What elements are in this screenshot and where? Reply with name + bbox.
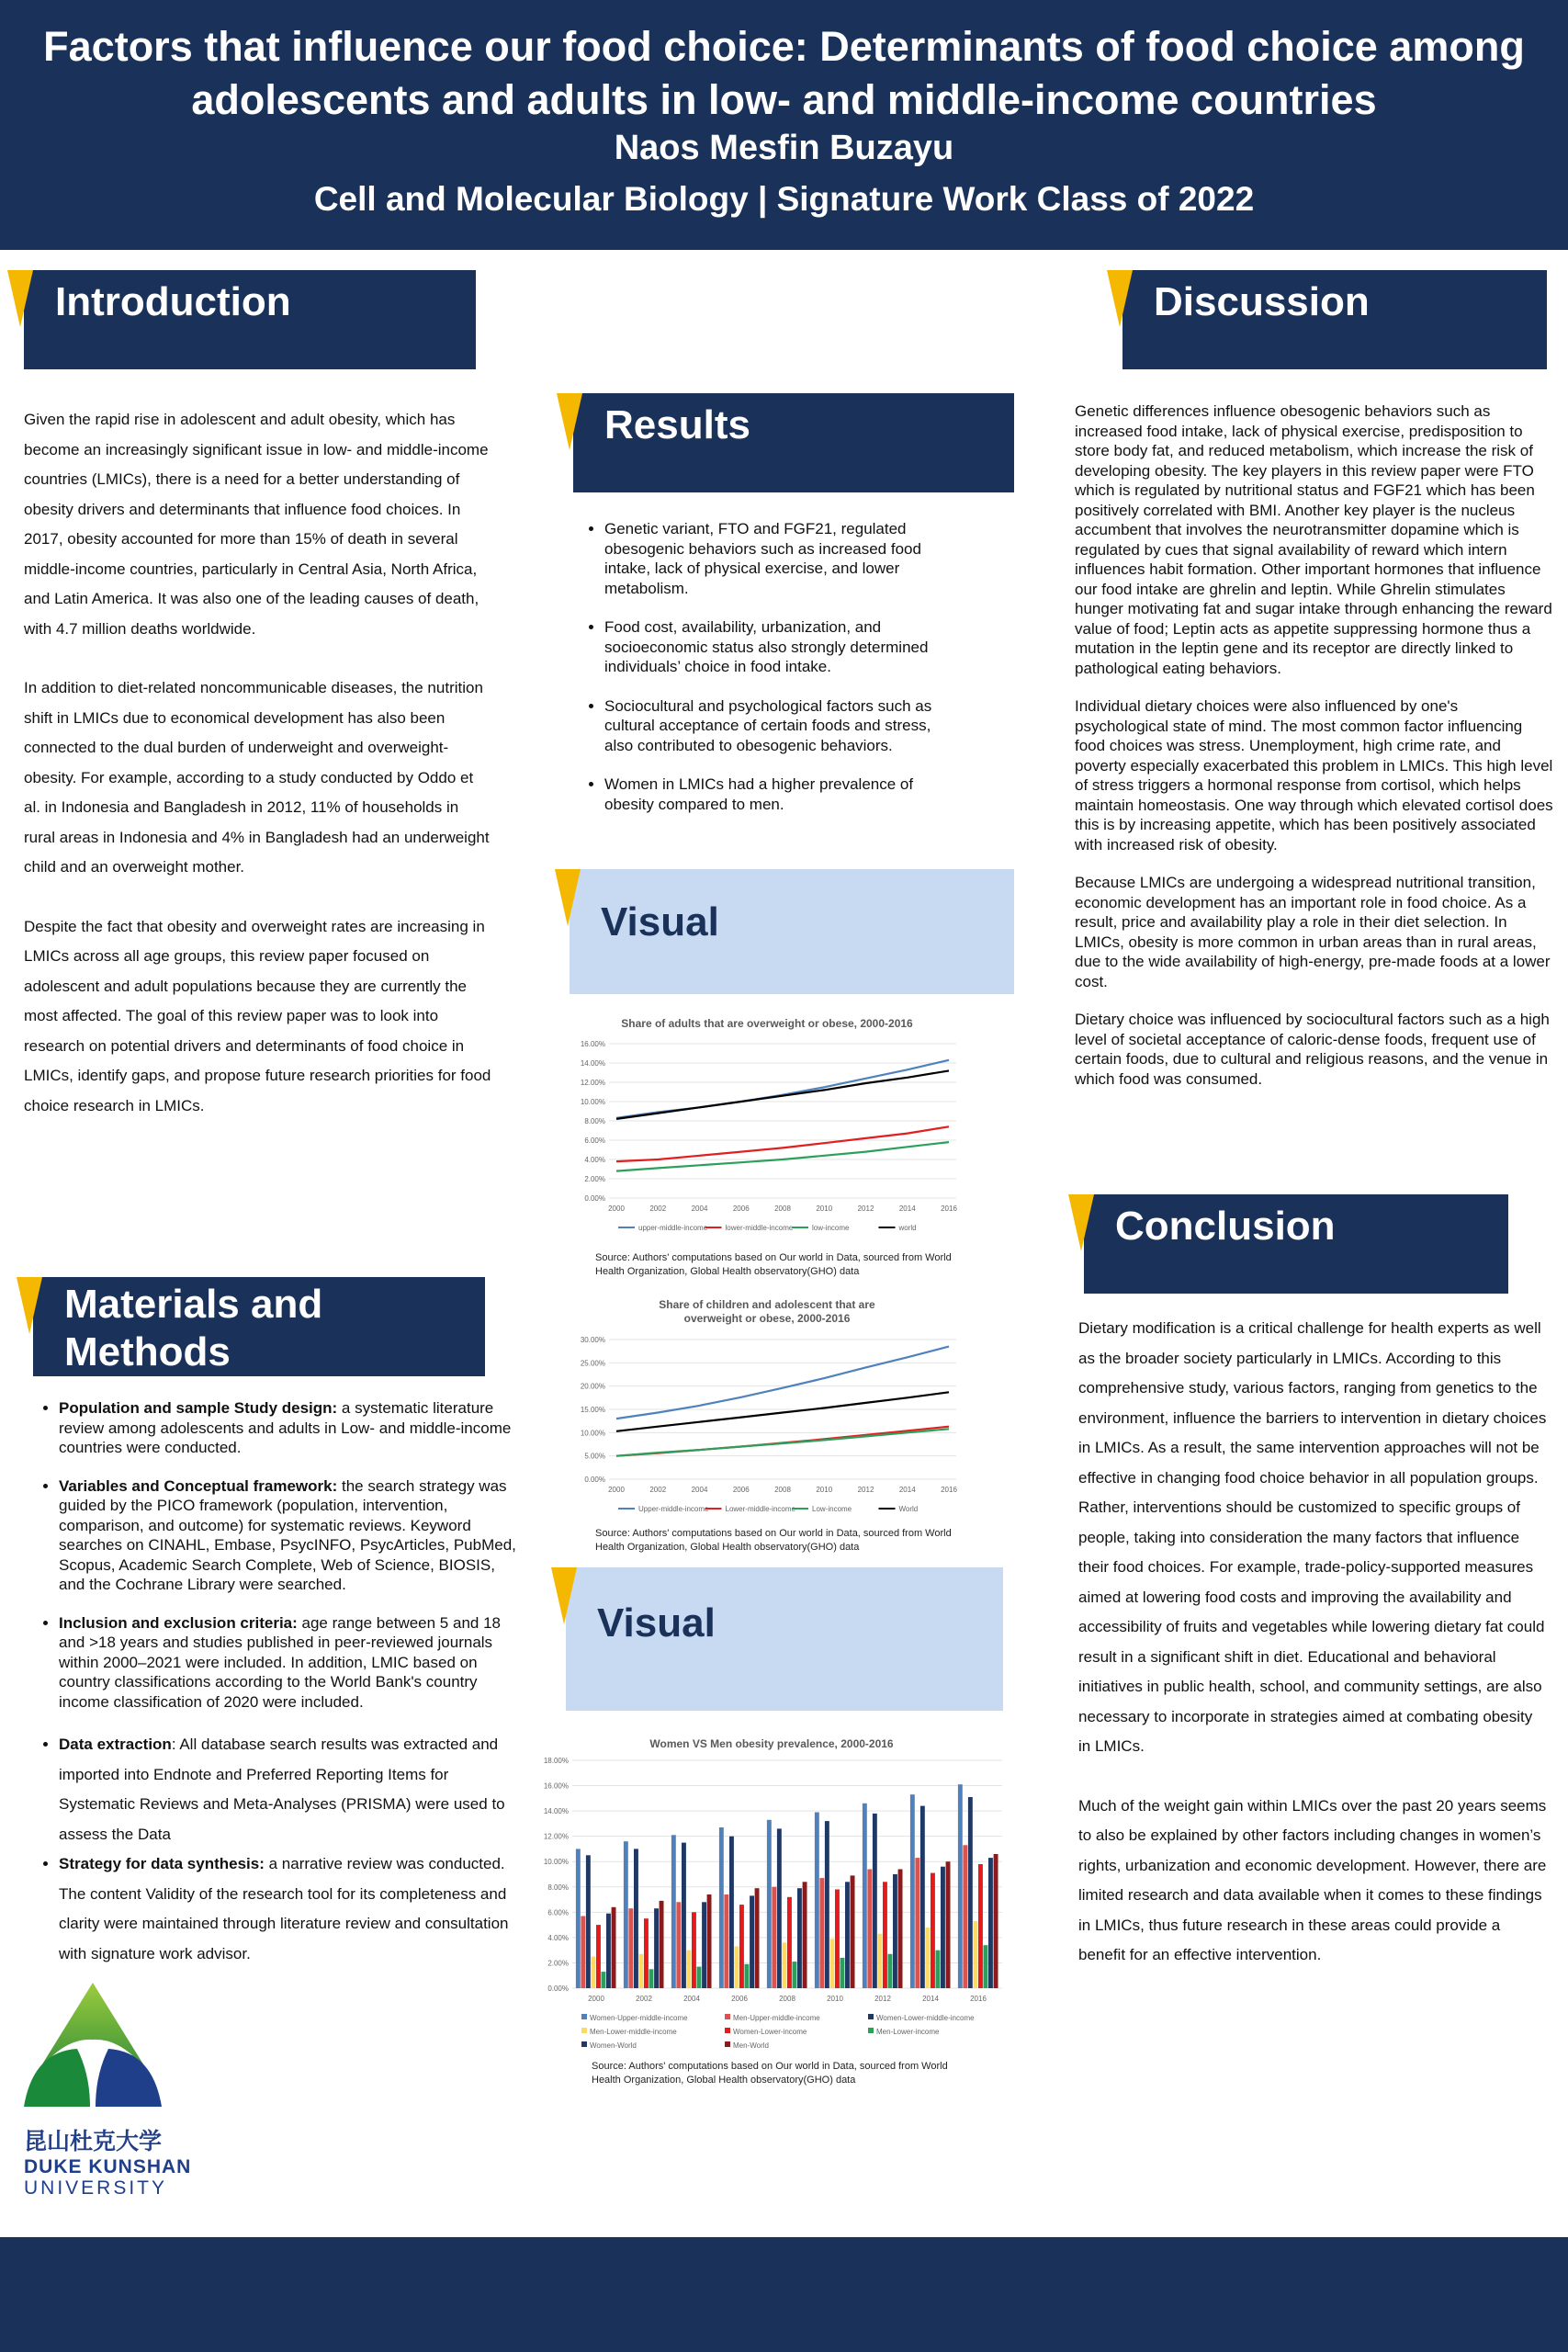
bar-women-upper-middle-income	[815, 1813, 819, 1989]
bar-men-world	[851, 1875, 855, 1988]
bar-women-lower-middle-income	[825, 1821, 829, 1988]
discussion-heading	[1122, 270, 1547, 369]
poster-title: Factors that influence our food choice: Determinants of food choice among adolescents and adults in low- and middle-income countries	[43, 23, 1525, 123]
legend-label: World	[898, 1505, 919, 1513]
y-tick-label: 5.00%	[584, 1452, 605, 1461]
legend-label: low-income	[812, 1224, 850, 1232]
bar-women-upper-middle-income	[576, 1849, 581, 1988]
introduction-paragraph: Given the rapid rise in adolescent and adult obesity, which has become an increasingly significant issue in low- and middle-income countries (LMICs), there is a need for a better understanding of obesity drivers and determinants that influence food choices. In 2017, obesity accounted for more than 15% of death in several middle-income countries, particularly in Central Asia, North Africa, and Latin America. It was also one of the leading causes of death, with 4.7 million deaths worldwide.	[24, 411, 489, 638]
bar-women-world	[702, 1902, 706, 1988]
x-tick-label: 2002	[636, 1995, 652, 2003]
y-tick-label: 15.00%	[580, 1406, 605, 1414]
bar-men-lower-income	[840, 1958, 845, 1988]
legend-label: lower-middle-income	[725, 1224, 794, 1232]
materials-item-label: Population and sample Study design:	[59, 1399, 338, 1417]
y-tick-label: 12.00%	[580, 1079, 605, 1087]
bar-men-lower-income	[649, 1969, 654, 1988]
introduction-body	[24, 405, 492, 1150]
series-line-upper-middle-income	[616, 1060, 949, 1118]
bar-men-upper-middle-income	[963, 1845, 967, 1988]
y-tick-label: 6.00%	[547, 1908, 569, 1917]
results-body	[582, 519, 961, 833]
bar-men-world	[946, 1861, 951, 1988]
y-tick-label: 0.00%	[547, 1984, 569, 1993]
x-tick-label: 2010	[816, 1204, 833, 1213]
heading-flag-icon	[17, 1277, 42, 1334]
university-logo	[24, 1983, 198, 2203]
bar-men-world	[803, 1882, 807, 1988]
materials-item-text: the search strategy was guided by the PICO framework (population, intervention, comparison, and outcome) for systematic reviews. Keyword searches on CINAHL, Embase, PsycINFO, PsycArticles, PubMed, Scopus, Academic Search Complete, Web of Science, BIOSIS, and the Cochrane Library were searched.	[59, 1476, 516, 1593]
results-item: • Genetic variant, FTO and FGF21, regulated obesogenic behaviors such as increased food intake, lack of physical exercise, and lower metabolism.	[604, 519, 961, 598]
introduction-heading-text: Introduction	[55, 279, 291, 324]
bar-women-lower-income	[596, 1925, 601, 1988]
materials-item-text: a systematic literature review among adolescents and adults in Low- and middle-income countries were conducted.	[59, 1399, 512, 1456]
bar-men-lower-income	[697, 1967, 702, 1988]
logo-line1: DUKE KUNSHAN	[24, 2156, 192, 2177]
x-tick-label: 2002	[649, 1486, 667, 1494]
x-tick-label: 2008	[774, 1204, 791, 1213]
visual-heading-text: Visual	[597, 1600, 716, 1645]
series-line-upper-middle-income	[616, 1347, 949, 1419]
introduction-paragraph: In addition to diet-related noncommunicable diseases, the nutrition shift in LMICs due to economical development has also been connected to the dual burden of underweight and overweight-obesity. For example, according to a study conducted by Oddo et al. in Indonesia and Bangladesh in 2012, 11% of households in rural areas in Indonesia and 4% in Bangladesh had an underweight child and an overweight mother.	[24, 679, 490, 876]
legend-label: Women-Lower-middle-income	[876, 2014, 975, 2022]
bar-women-lower-middle-income	[634, 1849, 638, 1988]
bar-men-world	[994, 1854, 998, 1988]
bar-women-lower-income	[883, 1882, 887, 1988]
heading-flag-icon	[7, 270, 33, 327]
results-heading	[573, 393, 1014, 492]
materials-body	[37, 1398, 522, 1969]
legend-label: upper-middle-income	[638, 1224, 708, 1232]
y-tick-label: 4.00%	[584, 1156, 605, 1164]
x-tick-label: 2014	[898, 1204, 916, 1213]
bar-men-lower-middle-income	[735, 1947, 739, 1989]
bar-women-world	[750, 1895, 754, 1988]
series-line-lower-middle-income	[616, 1126, 949, 1161]
materials-item-text: : All database search results was extracted and imported into Endnote and Preferred Reporting Items for Systematic Reviews and Meta-Analyses (PRISMA) were used to assess the Data	[59, 1736, 505, 1843]
materials-item	[59, 1613, 522, 1713]
y-tick-label: 16.00%	[580, 1040, 605, 1048]
legend-swatch	[581, 2028, 587, 2033]
chart-source: Source: Authors' computations based on Our world in Data, sourced from World Health Organization, Global Health observatory(GHO) data	[595, 1252, 952, 1277]
bar-women-world	[797, 1888, 802, 1988]
x-tick-label: 2010	[816, 1486, 833, 1494]
y-tick-label: 18.00%	[543, 1757, 569, 1765]
bar-men-lower-middle-income	[974, 1921, 978, 1988]
discussion-paragraph: Individual dietary choices were also influenced by one's psychological state of mind. The most common factor influencing food choices was stress. Unemployment, high crime rate, and poverty especially exacerbated this problem in LMICs. This high level of stress triggers a hormonal response from cortisol, which helps maintain homeostasis. One way through which elevated cortisol does this is by increasing appetite, which has been positively associated with increased risk of obesity.	[1075, 697, 1553, 854]
logo-line2: UNIVERSITY	[24, 2177, 168, 2199]
bar-women-lower-middle-income	[968, 1797, 973, 1988]
chart-source: Source: Authors' computations based on Our world in Data, sourced from World Health Organization, Global Health observatory(GHO) data	[592, 2061, 948, 2086]
x-tick-label: 2012	[874, 1995, 891, 2003]
legend-label: Men-World	[733, 2041, 769, 2050]
legend-swatch	[581, 2014, 587, 2019]
discussion-heading-text: Discussion	[1154, 279, 1370, 324]
visual-heading	[570, 869, 1014, 994]
legend-swatch	[868, 2028, 874, 2033]
x-tick-label: 2014	[922, 1995, 939, 2003]
x-tick-label: 2006	[731, 1995, 748, 2003]
chart-title: overweight or obese, 2000-2016	[683, 1312, 851, 1325]
bar-women-upper-middle-income	[624, 1841, 628, 1988]
series-line-low-income	[616, 1142, 949, 1171]
y-tick-label: 10.00%	[543, 1858, 569, 1867]
heading-flag-icon	[551, 1567, 577, 1624]
adults-overweight-chart	[565, 1011, 969, 1236]
bar-men-lower-income	[984, 1945, 988, 1988]
bar-women-lower-middle-income	[586, 1855, 591, 1988]
bar-women-upper-middle-income	[958, 1784, 963, 1988]
y-tick-label: 8.00%	[584, 1117, 605, 1125]
legend-label: world	[898, 1224, 917, 1232]
poster-subtitle: Cell and Molecular Biology | Signature Work Class of 2022	[313, 180, 1255, 218]
legend-label: Upper-middle-income	[638, 1505, 709, 1513]
y-tick-label: 25.00%	[580, 1359, 605, 1368]
bar-men-lower-income	[936, 1951, 941, 1988]
bar-women-lower-income	[978, 1864, 983, 1988]
children-overweight-chart	[565, 1292, 969, 1518]
bar-men-lower-middle-income	[926, 1928, 931, 1988]
x-tick-label: 2008	[774, 1486, 791, 1494]
legend-swatch	[725, 2041, 730, 2047]
materials-item-label: Data extraction	[59, 1736, 172, 1753]
heading-flag-icon	[1068, 1194, 1094, 1251]
discussion-paragraph: Dietary choice was influenced by sociocultural factors such as a high level of societal acceptance of caloric-dense foods, frequent use of certain foods, due to cultural and religious reasons, and the venue in which food was consumed.	[1075, 1011, 1550, 1088]
bar-women-upper-middle-income	[671, 1835, 676, 1988]
y-tick-label: 2.00%	[547, 1959, 569, 1968]
bar-women-lower-income	[931, 1873, 935, 1988]
results-item: • Sociocultural and psychological factors such as cultural acceptance of certain foods and stress, also contributed to obesogenic behaviors.	[604, 696, 961, 756]
bar-men-world	[707, 1894, 712, 1988]
bar-men-upper-middle-income	[581, 1917, 585, 1989]
chart-title: Share of adults that are overweight or obese, 2000-2016	[621, 1017, 913, 1030]
materials-list	[37, 1398, 522, 1969]
bar-women-lower-income	[692, 1912, 696, 1988]
legend-label: Men-Upper-middle-income	[733, 2014, 820, 2022]
bar-women-world	[988, 1858, 993, 1988]
x-tick-label: 2008	[779, 1995, 795, 2003]
conclusion-paragraph: Dietary modification is a critical challenge for health experts as well as the broader society particularly in LMICs. According to this comprehensive study, various factors, ranging from genetics to the environment, influence the barriers to intervention in dietary choices in LMICs. As a result, the same intervention approaches will not be effective in changing food choice behavior in all population groups. Rather, interventions should be customized to specific groups of people, taking into consideration the many factors that influence their food choices. For example, trade-policy-supported measures aimed at lowering food costs and improving the availability and accessibility of fruits and vegetables while lowering dietary fat could result in a significant shift in diet. Educational and behavioral initiatives in public health, school, and community settings, are also necessary to incorporate in strategies aimed at combating obesity in LMICs.	[1078, 1319, 1547, 1755]
series-line-world	[616, 1070, 949, 1119]
x-tick-label: 2016	[970, 1995, 987, 2003]
bar-men-lower-middle-income	[592, 1957, 596, 1988]
poster-footer	[0, 2237, 1568, 2352]
legend-swatch	[868, 2014, 874, 2019]
bar-men-upper-middle-income	[724, 1894, 728, 1988]
chart-title: Share of children and adolescent that are	[659, 1298, 875, 1311]
bar-women-upper-middle-income	[719, 1827, 724, 1988]
bar-men-lower-middle-income	[687, 1951, 692, 1988]
discussion-paragraph: Genetic differences influence obesogenic behaviors such as increased food intake, lack of physical exercise, predisposition to store body fat, and reduced metabolism, which increase the risk of developing obesity. The key players in this review paper were FTO which is regulated by nutritional status and FGF21 which has been positively correlated with BMI. Another key player is the nucleus accumbent that involves the neurotransmitter dopamine which is regulated by cues that signal availability of reward which intern influences habit formation. Other important hormones that influence our food intake are ghrelin and leptin. While Ghrelin stimulates hunger motivating fat and sugar intake through enhancing the reward value of food; Leptin acts as appetite suppressing hormone thus a mutation in the leptin gene and its receptor are directly linked to pathological eating behaviors.	[1075, 402, 1552, 677]
y-tick-label: 0.00%	[584, 1194, 605, 1203]
poster-header	[0, 0, 1568, 250]
x-tick-label: 2000	[608, 1204, 625, 1213]
materials-item-label: Variables and Conceptual framework:	[59, 1476, 338, 1495]
bar-men-lower-income	[793, 1962, 797, 1988]
x-tick-label: 2016	[941, 1204, 957, 1213]
introduction-paragraph: Despite the fact that obesity and overweight rates are increasing in LMICs across all age groups, this review paper focused on adolescent and adult populations because they are currently the most affected. The goal of this review paper was to look into research on potential drivers and determinants of food choice in LMICs, identify gaps, and propose future research priorities for food choice research in LMICs.	[24, 917, 491, 1114]
poster-author: Naos Mesfin Buzayu	[614, 129, 954, 167]
bar-men-world	[755, 1888, 760, 1988]
materials-item	[59, 1398, 522, 1458]
conclusion-heading-text: Conclusion	[1115, 1204, 1336, 1249]
introduction-heading	[24, 270, 476, 369]
bar-women-lower-middle-income	[920, 1806, 925, 1988]
bar-women-lower-middle-income	[873, 1814, 877, 1988]
x-tick-label: 2004	[691, 1486, 708, 1494]
x-tick-label: 2002	[649, 1204, 667, 1213]
heading-flag-icon	[555, 869, 581, 926]
materials-item	[59, 1476, 522, 1595]
visual-heading-text: Visual	[601, 899, 719, 944]
bar-women-upper-middle-income	[910, 1794, 915, 1988]
results-item: • Women in LMICs had a higher prevalence of obesity compared to men.	[604, 775, 961, 814]
y-tick-label: 8.00%	[547, 1883, 569, 1892]
legend-label: Women-Lower-income	[733, 2028, 807, 2036]
bar-men-upper-middle-income	[819, 1878, 824, 1988]
legend-label: Women-Upper-middle-income	[590, 2014, 688, 2022]
discussion-body	[1075, 401, 1554, 1107]
chart-source: Source: Authors' computations based on Our world in Data, sourced from World Health Organization, Global Health observatory(GHO) data	[595, 1528, 952, 1553]
legend-label: Low-income	[812, 1505, 852, 1513]
bar-women-world	[606, 1914, 611, 1988]
x-tick-label: 2000	[608, 1486, 625, 1494]
y-tick-label: 14.00%	[580, 1059, 605, 1068]
logo-chinese: 昆山杜克大学	[24, 2128, 163, 2154]
bar-men-world	[660, 1901, 664, 1988]
bar-men-lower-middle-income	[783, 1942, 787, 1988]
women-men-obesity-chart	[528, 1731, 1015, 2052]
heading-flag-icon	[557, 393, 582, 450]
materials-heading-text: Materials and Methods	[64, 1282, 323, 1374]
bar-women-lower-middle-income	[777, 1828, 782, 1988]
materials-heading	[33, 1277, 485, 1376]
bar-men-upper-middle-income	[867, 1870, 872, 1989]
bar-women-lower-middle-income	[682, 1843, 686, 1988]
bar-women-world	[654, 1908, 659, 1988]
bar-men-lower-income	[602, 1972, 606, 1988]
legend-swatch	[725, 2014, 730, 2019]
bar-women-world	[893, 1874, 897, 1988]
legend-label: Lower-middle-income	[725, 1505, 795, 1513]
bar-men-lower-middle-income	[639, 1954, 644, 1988]
x-tick-label: 2012	[857, 1486, 874, 1494]
y-tick-label: 12.00%	[543, 1832, 569, 1841]
bar-men-upper-middle-income	[676, 1902, 681, 1988]
y-tick-label: 6.00%	[584, 1136, 605, 1145]
y-tick-label: 14.00%	[543, 1807, 569, 1816]
bar-women-lower-income	[787, 1897, 792, 1988]
bar-men-world	[898, 1870, 903, 1989]
bar-women-world	[941, 1867, 945, 1988]
y-tick-label: 20.00%	[580, 1382, 605, 1391]
bar-women-world	[845, 1882, 850, 1988]
results-list	[582, 519, 961, 814]
bar-men-upper-middle-income	[628, 1908, 633, 1988]
bar-women-lower-middle-income	[729, 1837, 734, 1988]
y-tick-label: 10.00%	[580, 1429, 605, 1438]
y-tick-label: 16.00%	[543, 1781, 569, 1791]
materials-item-label: Inclusion and exclusion criteria:	[59, 1613, 298, 1632]
legend-swatch	[581, 2041, 587, 2047]
visual-heading-2	[566, 1567, 1003, 1711]
bar-men-upper-middle-income	[772, 1887, 776, 1988]
materials-item	[59, 1730, 522, 1849]
y-tick-label: 2.00%	[584, 1175, 605, 1183]
x-tick-label: 2004	[691, 1204, 708, 1213]
bar-women-lower-income	[835, 1890, 840, 1989]
results-item: • Food cost, availability, urbanization, and socioeconomic status also strongly determined individuals’ choice in food intake.	[604, 617, 961, 677]
y-tick-label: 4.00%	[547, 1933, 569, 1942]
x-tick-label: 2006	[732, 1486, 750, 1494]
y-tick-label: 10.00%	[580, 1098, 605, 1106]
y-tick-label: 30.00%	[580, 1336, 605, 1344]
x-tick-label: 2004	[683, 1995, 700, 2003]
x-tick-label: 2016	[941, 1486, 957, 1494]
y-tick-label: 0.00%	[584, 1476, 605, 1484]
results-heading-text: Results	[604, 402, 750, 447]
materials-item-text: age range between 5 and 18 and >18 years and studies published in peer-reviewed journals within 2000–2021 were included. In addition, LMIC based on country classifications according to the World Bank's country income classification of 2020 were included.	[59, 1613, 501, 1711]
heading-flag-icon	[1107, 270, 1133, 327]
bar-men-lower-middle-income	[878, 1934, 883, 1988]
discussion-paragraph: Because LMICs are undergoing a widespread nutritional transition, economic development has an important role in food choice. As a result, price and availability play a role in their diet selection. In LMICs, obesity is more common in urban areas than in rural areas, due to the wide availability of high-energy, pre-made foods at a lower cost.	[1075, 874, 1551, 990]
materials-item	[59, 1849, 522, 1969]
bar-men-lower-income	[888, 1954, 893, 1988]
x-tick-label: 2006	[732, 1204, 750, 1213]
x-tick-label: 2014	[898, 1486, 916, 1494]
conclusion-heading	[1084, 1194, 1508, 1294]
bar-men-world	[612, 1907, 616, 1988]
bar-women-lower-income	[644, 1918, 649, 1988]
logo-mark-icon	[24, 1983, 189, 2120]
legend-label: Men-Lower-middle-income	[590, 2028, 677, 2036]
x-tick-label: 2010	[827, 1995, 843, 2003]
bar-men-lower-middle-income	[830, 1939, 835, 1988]
bar-women-upper-middle-income	[863, 1804, 867, 1988]
conclusion-body	[1078, 1314, 1549, 2000]
x-tick-label: 2000	[588, 1995, 604, 2003]
conclusion-paragraph: Much of the weight gain within LMICs over the past 20 years seems to also be explained by other factors including changes in women’s rights, urbanization and economic development. However, there are limited research and data available when it comes to these findings in LMICs, thus future research in these areas could provide a benefit for an effective intervention.	[1078, 1796, 1547, 1963]
materials-item-text: a narrative review was conducted. The content Validity of the research tool for its completeness and clarity were maintained through literature review and consultation with signature work advisor.	[59, 1855, 509, 1962]
bar-women-upper-middle-income	[767, 1820, 772, 1988]
bar-women-lower-income	[739, 1905, 744, 1988]
chart-title: Women VS Men obesity prevalence, 2000-2016	[649, 1737, 894, 1750]
materials-item-label: Strategy for data synthesis:	[59, 1855, 265, 1872]
bar-men-lower-income	[745, 1964, 750, 1988]
bar-men-upper-middle-income	[915, 1858, 919, 1988]
legend-label: Women-World	[590, 2041, 637, 2050]
legend-swatch	[725, 2028, 730, 2033]
legend-label: Men-Lower-income	[876, 2028, 940, 2036]
x-tick-label: 2012	[857, 1204, 874, 1213]
